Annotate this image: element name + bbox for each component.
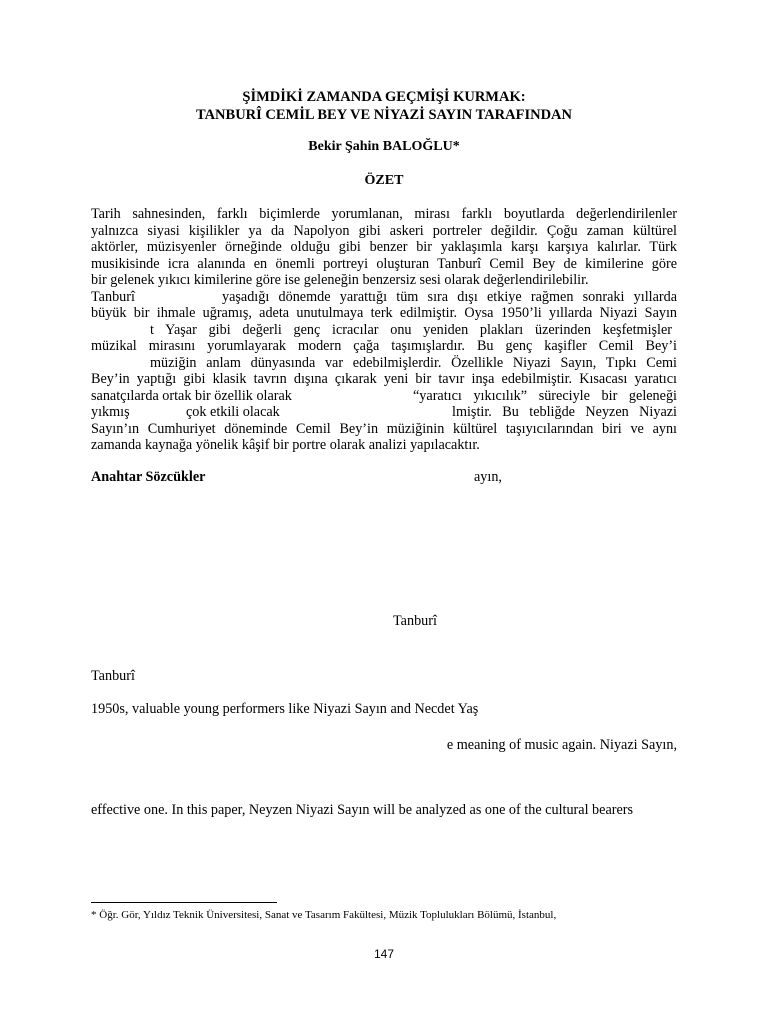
abstract-line-13-b: çok etkili olacak: [186, 404, 280, 420]
footnote-divider: [91, 902, 277, 903]
abstract-heading: ÖZET: [364, 173, 404, 188]
abstract-line-2: yalnızca siyasi kişilikler ya da Napolyon gibi askeri portreler değildir. Çoğu zaman kültürel: [91, 223, 677, 239]
title-line-2: TANBURÎ CEMİL BEY VE NİYAZİ SAYIN TARAFINDAN: [195, 107, 572, 123]
abstract-line-11: Bey’in yaptığı gibi klasik tavrın dışına çıkarak yeni bir tavır inşa edebilmiştir. Kısacası yaratıcı: [91, 371, 677, 387]
abstract-line-1: Tarih sahnesinden, farklı biçimlerde yorumlanan, mirası farklı boyutlarda değerlendirilenler: [91, 206, 677, 222]
abstract-line-7: büyük bir ihmale uğramış, adeta unutulmaya terk edilmiştir. Oysa 1950’li yıllarda Niyazi Sayın: [91, 305, 677, 321]
abstract-line-13-a: yıkmış: [91, 404, 130, 420]
abstract-line-9: müzikal mirasını yorumlayarak modern çağa taşımışlardır. Bu genç kaşifler Cemil Bey’i: [91, 338, 677, 354]
abstract-line-10: müziğin anlam dünyasında var edebilmişlerdir. Özellikle Niyazi Sayın, Tıpkı Cemi: [150, 355, 677, 371]
footnote: * Öğr. Gör, Yıldız Teknik Üniversitesi, Sanat ve Tasarım Fakültesi, Müzik Toplulukları Bölümü, İstanbul,: [91, 909, 557, 921]
abstract-line-13-c: lmiştir. Bu tebliğde Neyzen Niyazi: [452, 404, 677, 420]
english-abstract-fragment-2: 1950s, valuable young performers like Niyazi Sayın and Necdet Yaş: [91, 701, 479, 717]
english-title-fragment: Tanburî: [393, 613, 437, 629]
abstract-line-6-start: Tanburî: [91, 289, 135, 305]
keywords-label: Anahtar Sözcükler: [91, 469, 206, 485]
abstract-line-3: aktörler, müzisyenler örneğinde olduğu gibi benzer bir yaklaşımla karşı karşıya kalırlar. Türk: [91, 239, 677, 255]
abstract-line-12-start: sanatçılarda ortak bir özellik olarak: [91, 388, 292, 404]
author-name: Bekir Şahin BALOĞLU*: [308, 139, 460, 154]
abstract-line-8: t Yaşar gibi değerli genç icracılar onu yeniden plakları üzerinden keşfetmişler: [150, 322, 672, 338]
abstract-line-15: zamanda kaynağa yönelik kâşif bir portre olarak analizi yapılacaktır.: [91, 437, 480, 453]
abstract-line-6-end: yaşadığı dönemde yarattığı tüm sıra dışı etkiye rağmen sonraki yıllarda: [222, 289, 677, 305]
english-abstract-fragment-1: Tanburî: [91, 668, 135, 684]
abstract-line-12-end: “yaratıcı yıkıcılık” süreciyle bir geleneği: [413, 388, 677, 404]
abstract-line-5: bir gelenek yıkıcı kimilerine göre ise geleneğin benzersiz sesi olarak değerlendirilebilir.: [91, 272, 589, 288]
abstract-line-14: Sayın’ın Cumhuriyet döneminde Cemil Bey’in müziğinin kültürel taşıyıcılarından biri ve aynı: [91, 421, 677, 437]
abstract-line-4: musikisinde icra alanında en önemli portreyi oluşturan Tanburî Cemil Bey de kimilerine göre: [91, 256, 677, 272]
page-number: 147: [373, 947, 395, 961]
title-line-1: ŞİMDİKİ ZAMANDA GEÇMİŞİ KURMAK:: [242, 89, 526, 105]
english-abstract-fragment-3: e meaning of music again. Niyazi Sayın,: [446, 737, 677, 753]
english-abstract-fragment-4: effective one. In this paper, Neyzen Niyazi Sayın will be analyzed as one of the cultural bearers: [91, 802, 634, 818]
keywords-fragment: ayın,: [474, 469, 502, 485]
